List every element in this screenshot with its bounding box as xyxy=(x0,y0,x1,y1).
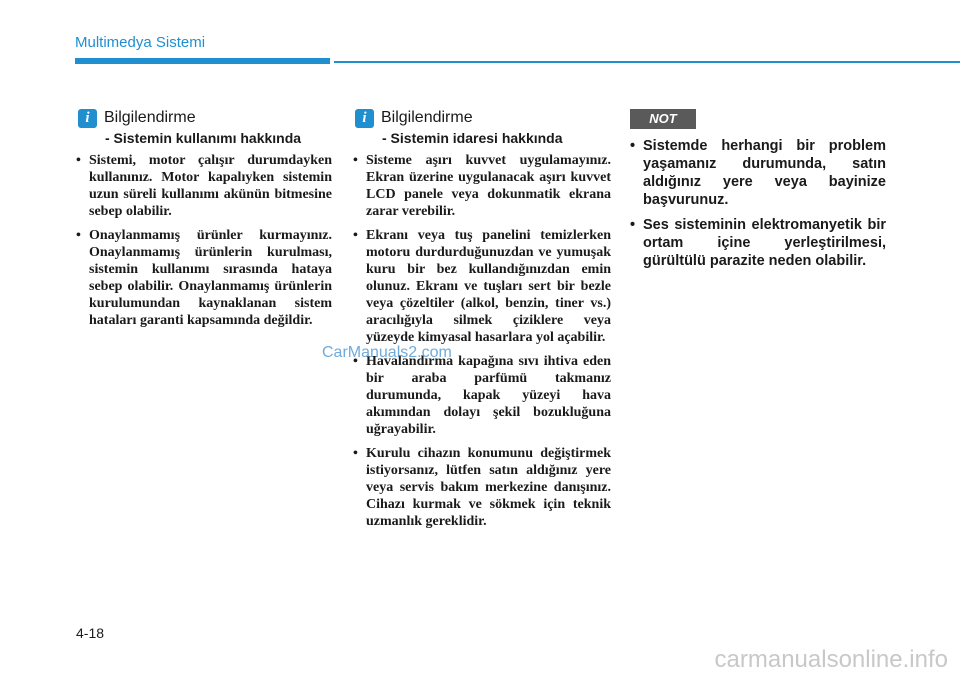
info-title: Bilgilendirme xyxy=(104,109,196,126)
info-box-care xyxy=(353,109,611,537)
list-item: • Ses sisteminin elektromanyetik bir ortam içine yerleştirilmesi, gürültülü parazite neden olabilir. xyxy=(630,216,886,270)
bullet-list xyxy=(353,152,611,530)
info-subtitle: - Sistemin kullanımı hakkında xyxy=(105,130,302,146)
note-box xyxy=(630,109,886,277)
list-item: • Ekranı veya tuş panelini temizlerken motoru durdurduğunuzdan ve yumuşak kuru bir bez kullandığınızdan emin olunuz. Ekranı ve tuşları sert bir bezle veya çözeltiler (alkol, benzin, tiner vs.) aracılığıyla silmek çiziklere veya yüzeyde kimyasal hasarlara yol açabilir. xyxy=(353,227,611,346)
list-item: • Onaylanmamış ürünler kurmayınız. Onaylanmamış ürünlerin kurulması, sistemin kullanımı sırasında hataya sebep olabilir. Onaylanmamış ürünlerin kurulumundan kaynaklanan sistem hataları garanti kapsamında değildir. xyxy=(76,227,332,329)
note-badge: NOT xyxy=(630,109,696,129)
info-header xyxy=(353,109,611,129)
list-item: • Sistemde herhangi bir problem yaşamanız durumunda, satın aldığınız yere veya bayinize başvurunuz. xyxy=(630,137,886,209)
watermark-footer: carmanualsonline.info xyxy=(714,646,948,673)
info-title: Bilgilendirme xyxy=(381,109,473,126)
info-box-usage xyxy=(76,109,332,336)
header-rule-thick xyxy=(75,58,330,64)
info-header xyxy=(76,109,332,129)
page-number: 4-18 xyxy=(76,625,105,641)
list-item: • Sistemi, motor çalışır durumdayken kullanınız. Motor kapalıyken sistemin uzun süreli kullanımı akünün bitmesine sebep olabilir. xyxy=(76,152,332,220)
header-rule-thin xyxy=(334,61,960,63)
info-icon: i xyxy=(78,109,97,128)
list-item: • Kurulu cihazın konumunu değiştirmek istiyorsanız, lütfen satın aldığınız yere veya servis bakım merkezine danışınız. Cihazı kurmak ve sökmek için teknik uzmanlık gereklidir. xyxy=(353,445,611,530)
bullet-list xyxy=(76,152,332,329)
list-item: • Havalandırma kapağına sıvı ihtiva eden bir araba parfümü takmanız durumunda, kapak yüzeyi hava akımından dolayı şekil bozukluğuna uğrayabilir. xyxy=(353,353,611,438)
list-item: • Sisteme aşırı kuvvet uygulamayınız. Ekran üzerine uygulanacak aşırı kuvvet LCD panele veya dokunmatik ekrana zarar verebilir. xyxy=(353,152,611,220)
watermark: CarManuals2.com xyxy=(322,344,452,361)
section-title: Multimedya Sistemi xyxy=(75,34,206,51)
info-icon: i xyxy=(355,109,374,128)
info-subtitle: - Sistemin idaresi hakkında xyxy=(382,130,563,146)
bullet-list xyxy=(630,137,886,270)
